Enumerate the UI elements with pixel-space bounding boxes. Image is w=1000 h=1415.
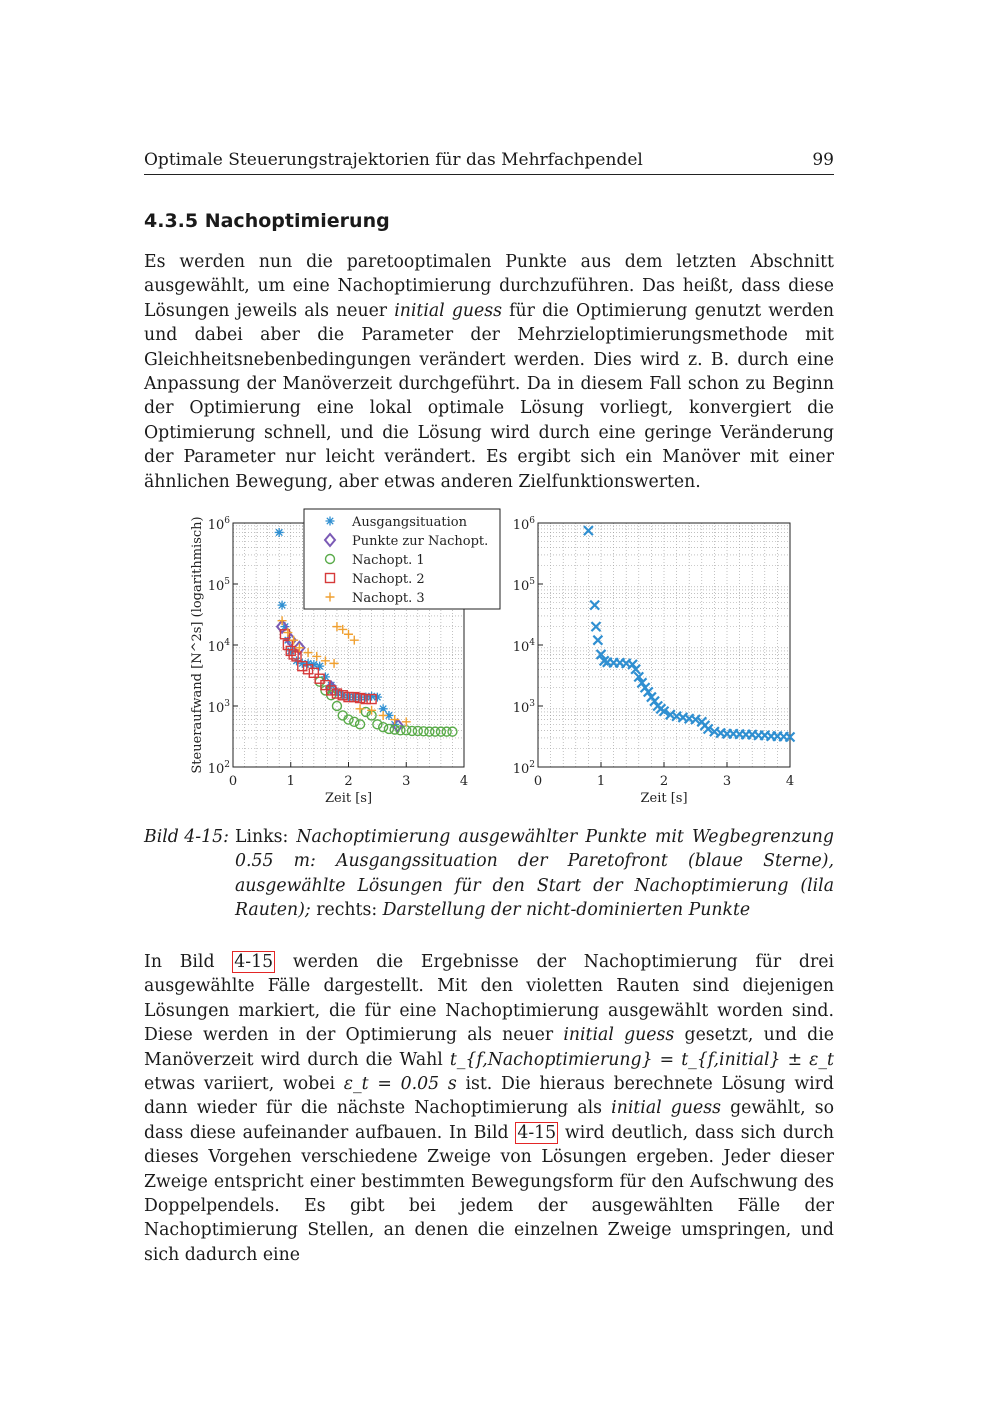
- data-point: [312, 652, 321, 661]
- x-tick-label: 0: [228, 774, 238, 789]
- y-axis-label: Steueraufwand [N^2s] (logarithmisch): [190, 516, 205, 774]
- x-tick-label: 0: [533, 774, 543, 789]
- figure-ref-link[interactable]: 4-15: [234, 952, 274, 972]
- x-axis-label: Zeit [s]: [640, 791, 688, 806]
- data-point: [590, 601, 599, 610]
- page-number: 99: [812, 150, 834, 170]
- p2-text-3: gesetzt, und die Manöverzeit wird durch die Wahl: [144, 1025, 834, 1070]
- p2-text-6: gewählt, so dass diese aufeinander aufbauen. In Bild: [144, 1098, 834, 1143]
- x-tick-label: 1: [596, 774, 606, 789]
- caption-left-text: Nachoptimierung ausgewählter Punkte mit Wegbegrenzung 0.55 m: Ausgangssituation der Paretofront (blaue Sterne), ausgewählte Lösungen für den Start der Nachoptimierung (lila Rauten);: [235, 827, 834, 921]
- x-tick-label: 4: [785, 774, 795, 789]
- y-tick-label: $10^5$: [207, 577, 230, 594]
- data-point: [278, 601, 287, 610]
- y-tick-label: $10^4$: [512, 638, 535, 655]
- p2-formula-2: ε_t = 0.05 s: [343, 1074, 457, 1095]
- figure-4-15: [180, 505, 820, 815]
- data-point: [390, 715, 399, 724]
- x-tick-label: 3: [722, 774, 732, 789]
- running-title: Optimale Steuerungstrajektorien für das Mehrfachpendel: [144, 150, 643, 170]
- p2-text-5: ist. Die hieraus berechnete Lösung wird dann wieder für die nächste Nachoptimierung als: [144, 1074, 834, 1119]
- caption-right-word: rechts:: [316, 900, 378, 921]
- data-point: [304, 648, 313, 657]
- y-tick-label: $10^5$: [512, 577, 535, 594]
- right-plot: [513, 516, 795, 806]
- p2-text-2: werden die Ergebnisse der Nachoptimierung für drei ausgewählte Fälle dargestellt. Mit den violetten Rauten sind diejenigen Lösungen markiert, die für eine Nachoptimierung ausgewählt worden sind. Diese werden in der Optimierung als neuer: [144, 952, 834, 1046]
- y-tick-label: $10^3$: [207, 699, 230, 716]
- data-point: [315, 677, 324, 686]
- p2-text-1: In Bild: [144, 952, 233, 972]
- figure-svg: [180, 505, 820, 815]
- p2-italic-1: initial guess: [563, 1025, 675, 1046]
- section-title: 4.3.5 Nachoptimierung: [144, 210, 390, 232]
- x-tick-label: 3: [402, 774, 411, 789]
- p2-text-4: etwas variiert, wobei: [144, 1074, 344, 1095]
- paragraph-1-text-a: Es werden nun die paretooptimalen Punkte aus dem letzten Abschnitt ausgewählt, um eine Nachoptimierung durchzuführen. Das heißt, dass diese Lösungen jeweils als neuer: [144, 252, 834, 321]
- legend-label: Nachopt. 1: [352, 553, 425, 568]
- legend: [304, 509, 500, 609]
- legend-label: Ausgangsituation: [352, 515, 467, 530]
- p2-italic-2: initial guess: [611, 1098, 721, 1119]
- y-tick-label: $10^3$: [512, 699, 535, 716]
- data-point: [330, 659, 339, 668]
- data-point: [350, 717, 359, 726]
- y-tick-label: $10^2$: [512, 760, 535, 777]
- legend-label: Nachopt. 2: [352, 572, 425, 587]
- caption-left-word: Links:: [235, 827, 289, 847]
- data-point: [448, 727, 457, 736]
- y-tick-label: $10^4$: [207, 638, 230, 655]
- figure-ref-link[interactable]: 4-15: [517, 1122, 557, 1143]
- paragraph-1: [144, 250, 834, 494]
- x-tick-label: 4: [459, 774, 469, 789]
- caption-body: [235, 825, 834, 923]
- data-point: [367, 706, 376, 715]
- x-tick-label: 1: [286, 774, 295, 789]
- y-tick-label: $10^2$: [207, 760, 230, 777]
- paragraph-1-italic: initial guess: [394, 300, 502, 321]
- paragraph-1-text-b: für die Optimierung genutzt werden und dabei aber die Parameter der Mehrzieloptimierungsmethode mit Gleichheitsnebenbedingungen verändert werden. Dies wird z. B. durch eine Anpassung der Manöverzeit durchgeführt. Da in diesem Fall schon zu Beginn der Optimierung eine lokal optimale Lösung vorliegt, konvergiert die Optimierung schnell, und die Lösung wird durch eine geringe Veränderung der Parameter nur leicht verändert. Es ergibt sich ein Manöver mit einer ähnlichen Bewegung, aber etwas anderen Zielfunktionswerten.: [144, 300, 834, 492]
- x-tick-label: 2: [659, 774, 669, 789]
- y-tick-label: $10^6$: [207, 516, 230, 533]
- caption-right-text: Darstellung der nicht-dominierten Punkte: [382, 900, 751, 921]
- legend-label: Punkte zur Nachopt.: [352, 534, 489, 549]
- data-point: [344, 630, 353, 639]
- page-header: [144, 148, 834, 175]
- caption-label: Bild 4-15:: [144, 827, 229, 847]
- data-point: [350, 636, 359, 645]
- data-point: [315, 662, 324, 671]
- x-tick-label: 2: [344, 774, 353, 789]
- paragraph-2: [144, 950, 834, 1267]
- legend-label: Nachopt. 3: [352, 591, 425, 606]
- data-point: [275, 528, 284, 537]
- x-axis-label: Zeit [s]: [324, 791, 373, 806]
- y-tick-label: $10^6$: [512, 516, 535, 533]
- p2-text-7: wird deutlich, dass sich durch dieses Vorgehen verschiedene Zweige von Lösungen ergeben. Jeder dieser Zweige entspricht einer bestimmten Bewegungsform für den Aufschwung des Doppelpendels. Es gibt bei jedem der ausgewählten Fälle der Nachoptimierung Stellen, an denen die einzelnen Zweige umspringen, und sich dadurch eine: [144, 1122, 834, 1265]
- legend-marker: [326, 517, 335, 526]
- data-point: [584, 526, 593, 535]
- p2-formula-1: t_{f,Nachoptimierung} = t_{f,initial} ± ε_t: [449, 1049, 834, 1070]
